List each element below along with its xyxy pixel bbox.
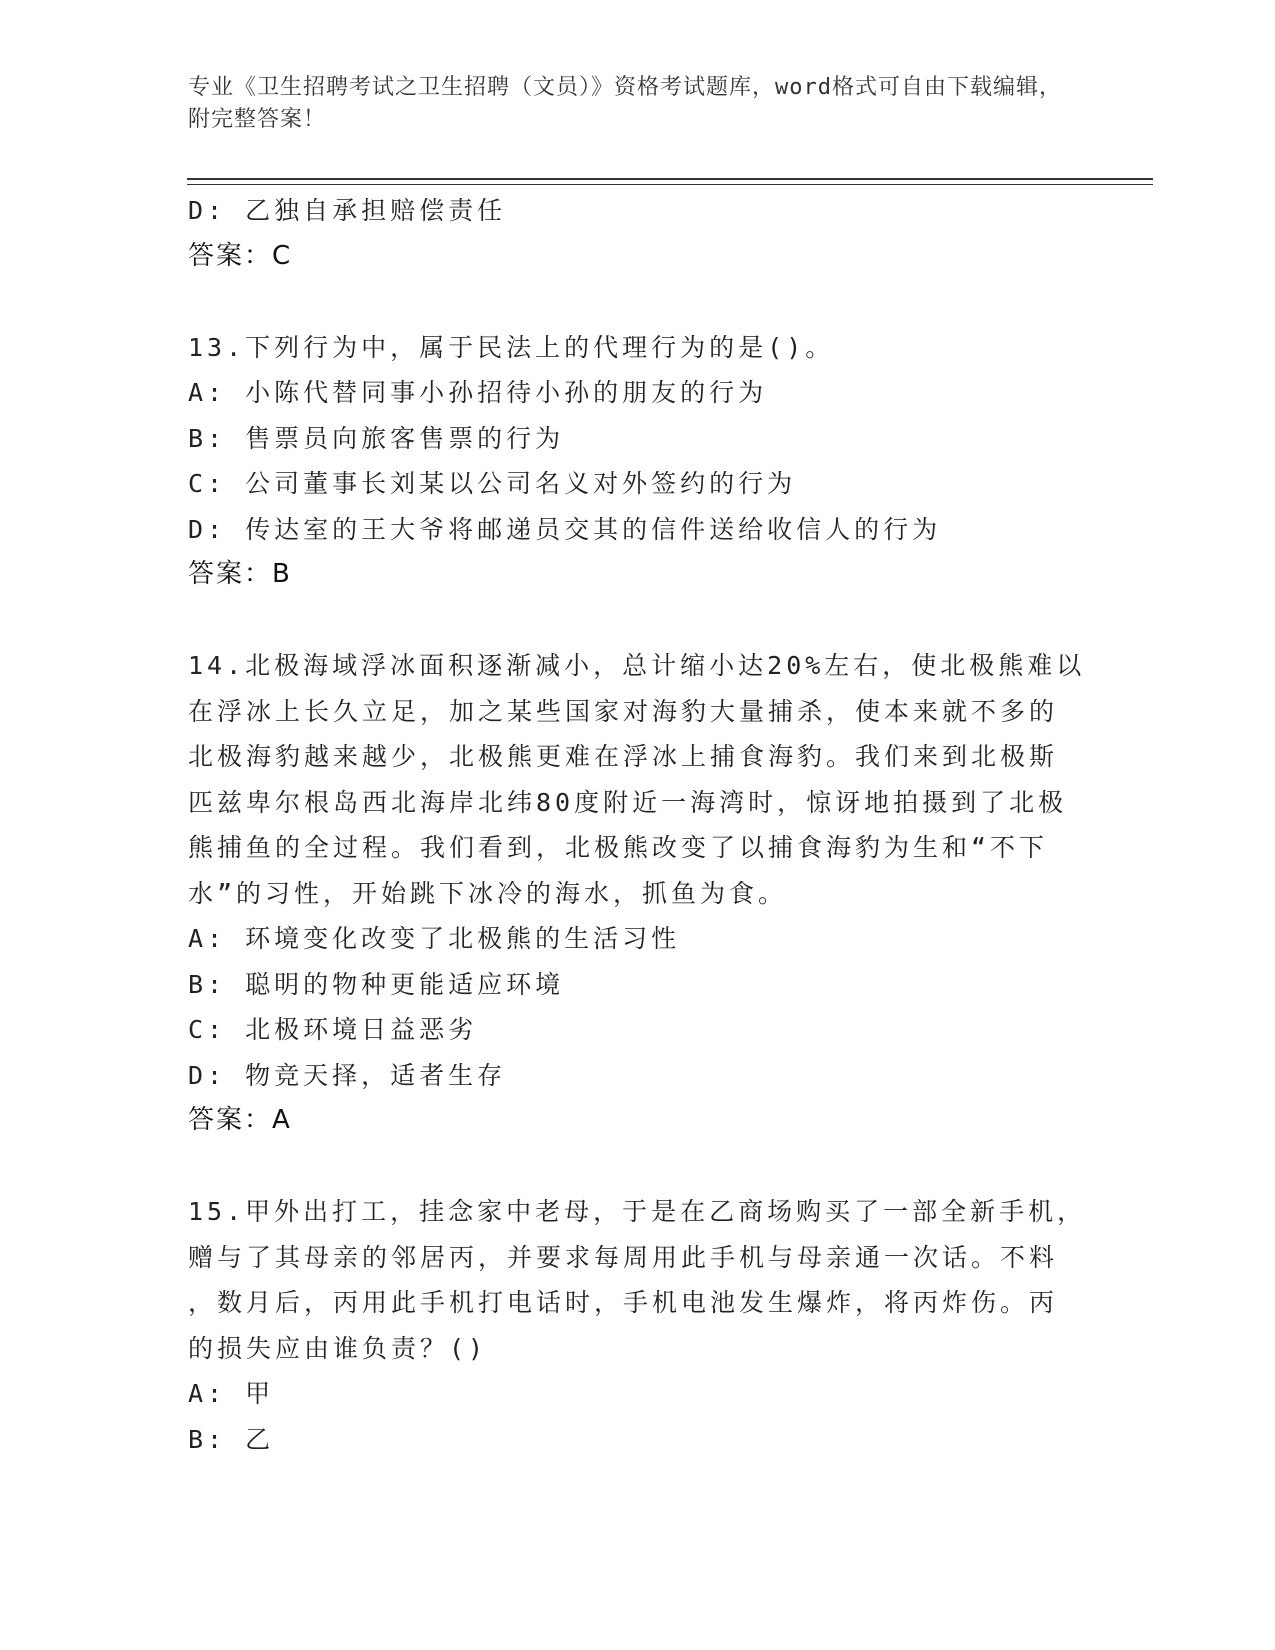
answer-label: 答案：B	[188, 559, 292, 589]
question-content	[188, 188, 1088, 1462]
option-d: D: 物竞天择，适者生存	[188, 1060, 507, 1090]
answer-label: 答案：C	[188, 240, 293, 271]
question-14-stem-line: 匹兹卑尔根岛西北海岸北纬80度附近一海湾时，惊讶地拍摄到了北极	[188, 787, 1068, 817]
option-b: B: 售票员向旅客售票的行为	[188, 423, 565, 453]
spacer	[188, 279, 1088, 325]
question-15-stem-line: 的损失应由谁负责？()	[188, 1333, 488, 1363]
question-14-stem-line: 熊捕鱼的全过程。我们看到，北极熊改变了以捕食海豹为生和“不下	[188, 833, 1049, 862]
option-a: A: 小陈代替同事小孙招待小孙的朋友的行为	[188, 378, 768, 407]
question-15-stem-line: 赠与了其母亲的邻居丙，并要求每周用此手机与母亲通一次话。不料	[188, 1242, 1059, 1272]
question-13-stem: 13.下列行为中，属于民法上的代理行为的是()。	[188, 332, 835, 362]
question-14-stem-line: 北极海豹越来越少，北极熊更难在浮冰上捕食海豹。我们来到北极斯	[188, 742, 1059, 771]
question-15-stem-line: ，数月后，丙用此手机打电话时，手机电池发生爆炸，将丙炸伤。丙	[188, 1288, 1059, 1317]
option-c: C: 北极环境日益恶劣	[188, 1015, 478, 1044]
option-b: B: 乙	[188, 1424, 275, 1454]
answer-label: 答案：A	[188, 1105, 292, 1135]
question-14-stem-line: 14.北极海域浮冰面积逐渐减小，总计缩小达20%左右，使北极熊难以	[188, 651, 1086, 680]
option-b: B: 聪明的物种更能适应环境	[188, 969, 565, 999]
question-15-stem-line: 15.甲外出打工，挂念家中老母，于是在乙商场购买了一部全新手机，	[188, 1197, 1087, 1226]
question-14-stem-line: 在浮冰上长久立足，加之某些国家对海豹大量捕杀，使本来就不多的	[188, 696, 1059, 726]
option-d: D: 乙独自承担赔偿责任	[188, 196, 507, 225]
option-a: A: 环境变化改变了北极熊的生活习性	[188, 924, 681, 953]
header-divider-thin	[187, 184, 1153, 185]
option-a: A: 甲	[188, 1379, 275, 1408]
spacer	[188, 1144, 1088, 1190]
option-d: D: 传达室的王大爷将邮递员交其的信件送给收信人的行为	[188, 514, 942, 544]
document-header: 专业《卫生招聘考试之卫生招聘（文员）》资格考试题库，word格式可自由下载编辑，附完整答案！	[188, 75, 1062, 132]
question-14-stem-line: 水”的习性，开始跳下冰冷的海水，抓鱼为食。	[188, 878, 788, 908]
header-divider-thick	[187, 178, 1153, 180]
option-c: C: 公司董事长刘某以公司名义对外签约的行为	[188, 469, 797, 498]
spacer	[188, 598, 1088, 644]
